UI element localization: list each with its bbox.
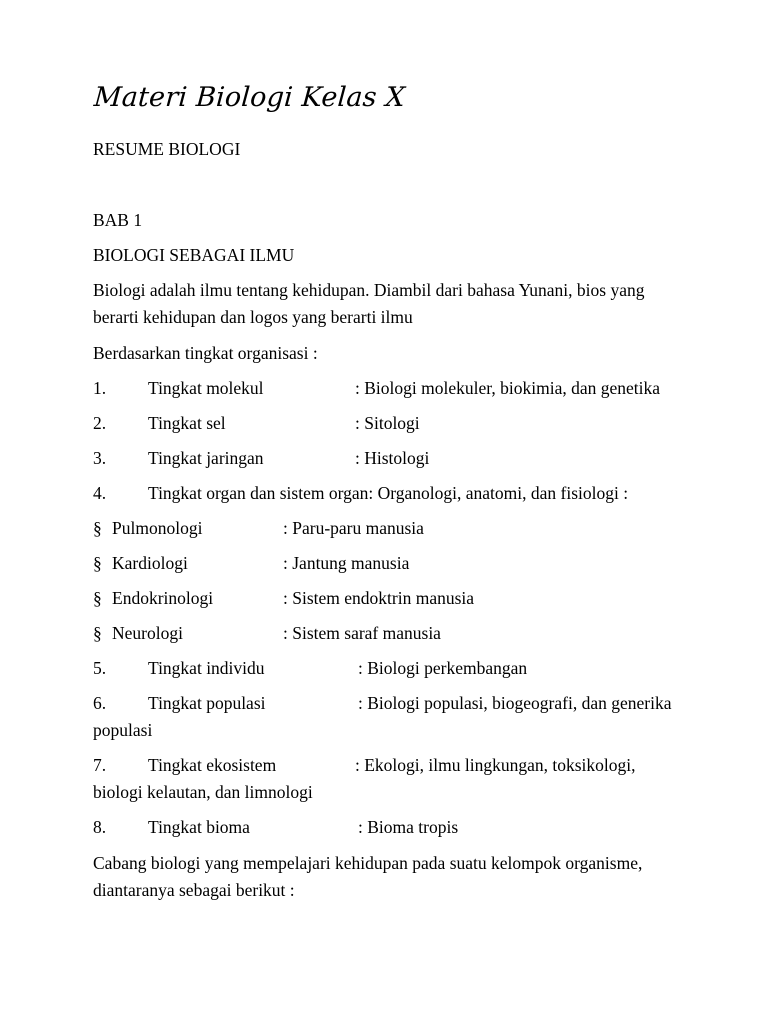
document-title: Materi Biologi Kelas X bbox=[92, 82, 407, 113]
sub-list-item bbox=[93, 612, 673, 647]
closing-paragraph: Cabang biologi yang mempelajari kehidupan pada suatu kelompok organisme, diantaranya sebagai berikut : bbox=[93, 853, 643, 900]
list-item-term: Tingkat individu bbox=[148, 658, 265, 678]
list-item-marker: 1. bbox=[93, 378, 107, 398]
list-item-marker: 3. bbox=[93, 448, 107, 468]
list-item-definition: : Organologi, anatomi, dan fisiologi : bbox=[368, 483, 629, 503]
list-item-term: Tingkat organ dan sistem organ bbox=[148, 483, 369, 503]
sub-list-item bbox=[93, 577, 673, 612]
intro-paragraph: Biologi adalah ilmu tentang kehidupan. Diambil dari bahasa Yunani, bios yang berarti kehidupan dan logos yang berarti ilmu bbox=[93, 280, 645, 327]
list-item-term: Tingkat bioma bbox=[148, 817, 250, 837]
list-item-marker: 7. bbox=[93, 755, 107, 775]
list-item bbox=[93, 806, 673, 841]
list-item bbox=[93, 472, 673, 507]
list-item-term: Tingkat ekosistem bbox=[148, 755, 277, 775]
list-item-definition: : Biologi populasi, biogeografi, dan generika populasi bbox=[93, 693, 672, 740]
section-bullet-icon: § bbox=[93, 553, 102, 573]
list-item-marker: 2. bbox=[93, 413, 107, 433]
list-item bbox=[93, 437, 673, 472]
list-item bbox=[93, 367, 673, 402]
list-item bbox=[93, 647, 673, 682]
sub-list-item-definition: : Paru-paru manusia bbox=[283, 518, 424, 538]
list-item bbox=[93, 682, 673, 744]
list-item bbox=[93, 744, 673, 806]
list-item-marker: 6. bbox=[93, 693, 107, 713]
document-body bbox=[93, 0, 673, 904]
list-intro: Berdasarkan tingkat organisasi : bbox=[93, 343, 318, 363]
sub-list-item-term: Neurologi bbox=[112, 623, 183, 643]
sub-list-item-definition: : Sistem endoktrin manusia bbox=[283, 588, 475, 608]
list-item-definition: : Biologi perkembangan bbox=[358, 658, 528, 678]
list-item-term: Tingkat jaringan bbox=[148, 448, 264, 468]
sub-list-item bbox=[93, 507, 673, 542]
list-item-definition: : Ekologi, ilmu lingkungan, toksikologi, biologi kelautan, dan limnologi bbox=[93, 755, 636, 802]
list-item-definition: : Bioma tropis bbox=[358, 817, 459, 837]
list-item-marker: 8. bbox=[93, 817, 107, 837]
section-bullet-icon: § bbox=[93, 518, 102, 538]
list-item-term: Tingkat molekul bbox=[148, 378, 264, 398]
sub-list-item-definition: : Sistem saraf manusia bbox=[283, 623, 441, 643]
list-item-definition: : Biologi molekuler, biokimia, dan genetika bbox=[355, 378, 661, 398]
sub-list-item-definition: : Jantung manusia bbox=[283, 553, 410, 573]
sub-list-item-term: Endokrinologi bbox=[112, 588, 214, 608]
list-item bbox=[93, 402, 673, 437]
list-item-term: Tingkat populasi bbox=[148, 693, 266, 713]
list-item-definition: : Sitologi bbox=[355, 413, 420, 433]
section-bullet-icon: § bbox=[93, 623, 102, 643]
sub-list-item-term: Kardiologi bbox=[112, 553, 188, 573]
sub-list-item bbox=[93, 542, 673, 577]
document-subtitle: RESUME BIOLOGI bbox=[93, 139, 241, 159]
list-item-marker: 4. bbox=[93, 483, 107, 503]
list-item-marker: 5. bbox=[93, 658, 107, 678]
sub-list-item-term: Pulmonologi bbox=[112, 518, 203, 538]
section-bullet-icon: § bbox=[93, 588, 102, 608]
list-item-term: Tingkat sel bbox=[148, 413, 226, 433]
chapter-label: BAB 1 bbox=[93, 210, 143, 230]
list-item-definition: : Histologi bbox=[355, 448, 430, 468]
chapter-heading: BIOLOGI SEBAGAI ILMU bbox=[93, 245, 295, 265]
